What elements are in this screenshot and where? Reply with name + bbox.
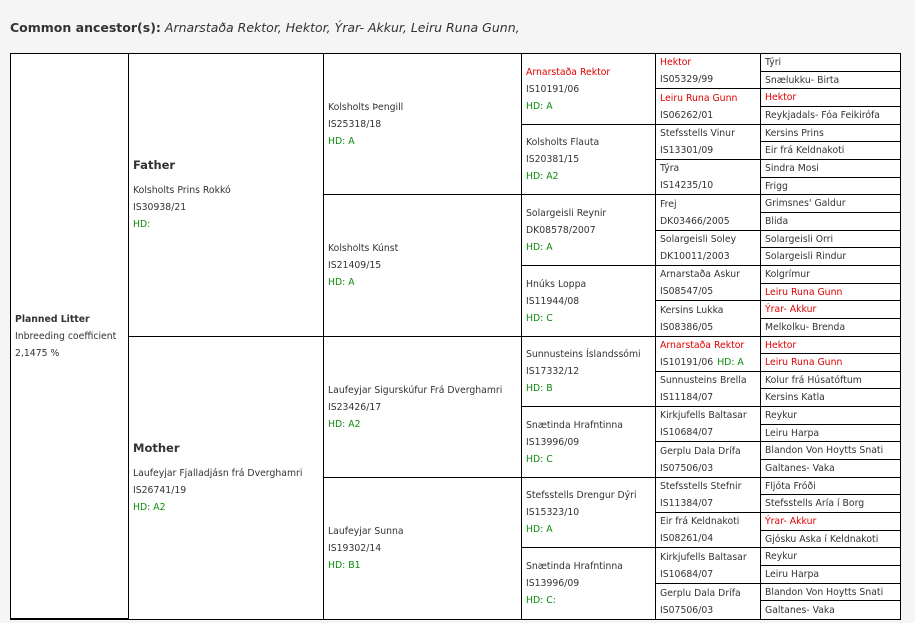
horse-reg: IS21409/15	[328, 260, 382, 271]
horse-name[interactable]: Snætinda Hrafntinna	[526, 419, 623, 431]
gen3-cell	[522, 548, 656, 619]
horse-name[interactable]: Kolsholts Kúnst	[328, 243, 399, 254]
horse-name[interactable]: Kersins Lukka	[660, 304, 724, 316]
father-name[interactable]: Kolsholts Prins Rokkó	[133, 185, 231, 196]
horse-reg: IS11944/08	[526, 295, 580, 307]
horse-name[interactable]: Leiru Runa Gunn	[765, 357, 843, 368]
horse-reg-number: IS11384/07	[660, 498, 714, 509]
horse-reg-number: IS10191/06	[660, 357, 714, 368]
horse-name[interactable]: Blida	[765, 216, 789, 227]
gen3-cell	[522, 54, 656, 125]
common-ancestors-label: Common ancestor(s):	[10, 20, 161, 35]
gen5-cell	[761, 531, 900, 548]
gen5-cell	[761, 248, 900, 266]
horse-reg	[660, 530, 760, 547]
gen5-cell	[761, 407, 900, 425]
horse-reg-number: IS11184/07	[660, 392, 714, 403]
mother-heading: Mother	[133, 441, 180, 455]
mother-name[interactable]: Laufeyjar Fjalladjásn frá Dverghamri	[133, 468, 303, 479]
gen5-cell	[761, 125, 900, 142]
inbreeding-coefficient-label: Inbreeding coefficient	[15, 330, 117, 342]
gen3-cell	[522, 266, 656, 337]
gen4-cell	[656, 195, 761, 231]
horse-hd: HD: A2	[526, 171, 559, 182]
horse-reg: DK08578/2007	[526, 224, 596, 236]
father-hd: HD:	[133, 219, 151, 230]
gen4-cell	[656, 266, 761, 301]
gen5-cell	[761, 584, 900, 601]
horse-name[interactable]: Arnarstaða Rektor	[526, 66, 611, 78]
gen5-cell	[761, 89, 900, 107]
horse-reg	[660, 177, 760, 194]
mother-cell	[129, 337, 324, 619]
horse-hd: HD: A	[328, 135, 355, 147]
horse-name[interactable]: Gjósku Aska í Keldnakoti	[765, 533, 879, 545]
gen5-cell	[761, 442, 900, 460]
horse-name[interactable]: Gerplu Dala Drífa	[660, 445, 741, 457]
gen5-cell	[761, 389, 900, 407]
horse-name[interactable]: Blandon Von Hoytts Snati	[765, 586, 884, 598]
horse-reg	[660, 424, 760, 441]
horse-name[interactable]: Solargeisli Soley	[660, 234, 737, 245]
gen5-cell	[761, 107, 900, 125]
horse-name[interactable]: Blandon Von Hoytts Snati	[765, 445, 884, 456]
horse-name[interactable]: Kersins Katla	[765, 392, 825, 403]
horse-name[interactable]: Stefsstells Drengur Dýri	[526, 490, 637, 501]
horse-hd: HD: B	[526, 383, 553, 394]
horse-reg-number: DK10011/2003	[660, 251, 730, 262]
horse-name[interactable]: Ýrar- Akkur	[765, 304, 817, 315]
horse-hd: HD: A2	[328, 418, 361, 430]
horse-hd: HD: A	[717, 357, 744, 368]
horse-name[interactable]: Sindra Mosi	[765, 163, 819, 174]
gen3-cell	[522, 407, 656, 478]
horse-name[interactable]: Kolsholts Flauta	[526, 137, 600, 148]
horse-reg-number: IS14235/10	[660, 180, 714, 191]
gen4-cell	[656, 231, 761, 266]
gen5-cell	[761, 284, 900, 301]
horse-reg-number: IS10684/07	[660, 568, 714, 580]
gen5-cell	[761, 337, 900, 354]
horse-reg-number: IS10684/07	[660, 427, 714, 438]
horse-reg-number: IS08261/04	[660, 533, 714, 544]
horse-name[interactable]: Frigg	[765, 180, 788, 192]
inbreeding-coefficient-value: 2,1475 %	[15, 347, 60, 359]
horse-reg: IS25318/18	[328, 118, 382, 130]
horse-hd: HD: B1	[328, 560, 361, 571]
gen5-cell	[761, 425, 900, 442]
gen5-cell	[761, 354, 900, 372]
horse-name[interactable]: Reykur	[765, 551, 798, 562]
horse-hd: HD: C:	[526, 595, 556, 606]
horse-name[interactable]: Kirkjufells Baltasar	[660, 551, 747, 563]
horse-name[interactable]: Solargeisli Rindur	[765, 251, 847, 262]
gen4-cell	[656, 584, 761, 619]
horse-reg	[660, 602, 760, 619]
horse-name[interactable]: Eir frá Keldnakoti	[765, 145, 845, 156]
horse-reg-number: DK03466/2005	[660, 215, 730, 227]
horse-name[interactable]: Snælukku- Birta	[765, 74, 840, 86]
father-reg: IS30938/21	[133, 202, 187, 213]
horse-name[interactable]: Solargeisli Reynir	[526, 207, 607, 219]
horse-name[interactable]: Eir frá Keldnakoti	[660, 516, 740, 527]
horse-reg-number: IS06262/01	[660, 109, 714, 121]
gen5-cell	[761, 231, 900, 248]
horse-name[interactable]: Sunnusteins Brella	[660, 375, 747, 386]
mother-hd: HD: A2	[133, 502, 166, 513]
gen4-cell	[656, 442, 761, 478]
horse-name[interactable]: Reykur	[765, 410, 798, 421]
horse-name[interactable]: Kersins Prins	[765, 127, 824, 139]
gen5-cell	[761, 301, 900, 319]
horse-hd: HD: C	[526, 453, 553, 465]
horse-name[interactable]: Leiru Harpa	[765, 569, 820, 580]
horse-reg	[660, 248, 760, 265]
horse-name[interactable]: Arnarstaða Askur	[660, 269, 740, 280]
horse-name[interactable]: Frej	[660, 198, 677, 210]
gen4-cell	[656, 372, 761, 407]
horse-name[interactable]: Galtanes- Vaka	[765, 604, 835, 616]
horse-name[interactable]: Hektor	[660, 57, 692, 68]
horse-name[interactable]: Stefsstells Stefnir	[660, 481, 742, 492]
horse-name[interactable]: Laufeyjar Sunna	[328, 526, 404, 537]
gen4-cell	[656, 54, 761, 89]
horse-name[interactable]: Kolur frá Húsatóftum	[765, 374, 862, 386]
gen5-cell	[761, 195, 900, 213]
gen5-cell	[761, 72, 900, 89]
gen4-cell	[656, 301, 761, 337]
horse-reg: IS23426/17	[328, 401, 382, 413]
gen4-cell	[656, 513, 761, 548]
common-ancestors-value: Arnarstaða Rektor, Hektor, Ýrar- Akkur, Leiru Runa Gunn,	[164, 20, 520, 35]
gen3-cell	[522, 478, 656, 548]
horse-reg	[660, 566, 760, 583]
horse-name[interactable]: Týri	[765, 57, 782, 68]
gen5-cell	[761, 478, 900, 495]
horse-reg: IS17332/12	[526, 366, 580, 377]
horse-reg	[660, 107, 760, 124]
gen5-cell	[761, 213, 900, 231]
gen5-cell	[761, 513, 900, 531]
gen5-cell	[761, 460, 900, 478]
horse-name[interactable]: Snætinda Hrafntinna	[526, 561, 623, 572]
horse-name[interactable]: Kolsholts Þengill	[328, 101, 404, 113]
horse-name[interactable]: Grimsnes' Galdur	[765, 198, 846, 209]
horse-name[interactable]: Leiru Runa Gunn	[765, 286, 843, 298]
horse-reg	[660, 460, 760, 477]
gen3-cell	[522, 125, 656, 195]
gen5-cell	[761, 142, 900, 160]
gen5-cell	[761, 548, 900, 566]
horse-name[interactable]: Sunnusteins Íslandssómi	[526, 349, 641, 360]
gen4-cell	[656, 160, 761, 195]
horse-name[interactable]: Reykjadals- Fóa Feikirófa	[765, 110, 881, 121]
gen4-cell	[656, 478, 761, 513]
horse-reg: IS13996/09	[526, 436, 580, 448]
planned-litter-cell	[11, 54, 129, 619]
horse-reg-number: IS08547/05	[660, 286, 714, 297]
gen2-cell	[324, 195, 522, 337]
horse-reg	[660, 71, 760, 88]
horse-name[interactable]: Stefsstells Aría í Borg	[765, 498, 865, 509]
horse-reg-number: IS05329/99	[660, 74, 714, 85]
horse-name[interactable]: Leiru Runa Gunn	[660, 92, 738, 104]
mother-reg: IS26741/19	[133, 485, 187, 496]
horse-name[interactable]: Hektor	[765, 339, 797, 351]
gen5-cell	[761, 54, 900, 72]
gen4-cell	[656, 337, 761, 372]
planned-litter-title: Planned Litter	[15, 313, 90, 325]
horse-reg	[660, 495, 760, 512]
gen2-cell	[324, 54, 522, 195]
gen5-cell	[761, 566, 900, 584]
horse-hd: HD: A	[526, 100, 553, 112]
horse-reg-number: IS07506/03	[660, 604, 714, 616]
gen5-cell	[761, 266, 900, 284]
horse-name[interactable]: Laufeyjar Sigurskúfur Frá Dverghamri	[328, 384, 503, 396]
gen5-cell	[761, 178, 900, 195]
gen5-cell	[761, 160, 900, 178]
horse-name[interactable]: Melkolku- Brenda	[765, 322, 846, 333]
horse-name[interactable]: Solargeisli Orri	[765, 233, 834, 245]
gen4-cell	[656, 548, 761, 584]
gen3-cell	[522, 337, 656, 407]
gen5-cell	[761, 319, 900, 337]
gen2-cell	[324, 337, 522, 478]
horse-reg	[660, 142, 760, 159]
horse-name[interactable]: Gerplu Dala Drífa	[660, 587, 741, 599]
horse-hd: HD: A	[328, 277, 355, 288]
horse-reg: IS10191/06	[526, 83, 580, 95]
gen3-cell	[522, 195, 656, 266]
horse-reg: IS13996/09	[526, 578, 580, 589]
gen5-cell	[761, 601, 900, 619]
horse-reg	[660, 213, 760, 230]
horse-name[interactable]: Galtanes- Vaka	[765, 463, 835, 474]
horse-name[interactable]: Leiru Harpa	[765, 427, 820, 439]
horse-hd: HD: A	[526, 241, 553, 253]
gen4-cell	[656, 407, 761, 442]
horse-reg-number: IS13301/09	[660, 145, 714, 156]
horse-reg: IS15323/10	[526, 507, 580, 518]
horse-name[interactable]: Kolgrímur	[765, 269, 810, 280]
horse-reg	[660, 389, 760, 406]
horse-reg	[660, 283, 760, 300]
horse-name[interactable]: Arnarstaða Rektor	[660, 340, 745, 351]
father-heading: Father	[133, 158, 176, 172]
horse-reg-number: IS07506/03	[660, 462, 714, 474]
horse-reg: IS20381/15	[526, 154, 580, 165]
common-ancestors	[10, 20, 520, 35]
horse-name[interactable]: Týra	[660, 163, 680, 174]
horse-name[interactable]: Hektor	[765, 92, 797, 103]
gen4-cell	[656, 89, 761, 125]
gen5-cell	[761, 495, 900, 513]
horse-hd: HD: A	[526, 524, 553, 535]
horse-reg-number: IS08386/05	[660, 321, 714, 333]
horse-reg	[660, 319, 760, 336]
horse-name[interactable]: Kirkjufells Baltasar	[660, 410, 747, 421]
horse-name[interactable]: Ýrar- Akkur	[765, 516, 817, 527]
gen4-cell	[656, 125, 761, 160]
gen2-cell	[324, 478, 522, 619]
father-cell	[129, 54, 324, 337]
horse-reg: IS19302/14	[328, 543, 382, 554]
horse-name[interactable]: Stefsstells Vinur	[660, 128, 735, 139]
horse-name[interactable]: Fljóta Fróði	[765, 480, 816, 492]
horse-hd: HD: C	[526, 312, 553, 324]
horse-name[interactable]: Hnúks Loppa	[526, 278, 587, 290]
gen5-cell	[761, 372, 900, 389]
pedigree-table	[10, 53, 901, 620]
horse-reg	[660, 354, 760, 371]
